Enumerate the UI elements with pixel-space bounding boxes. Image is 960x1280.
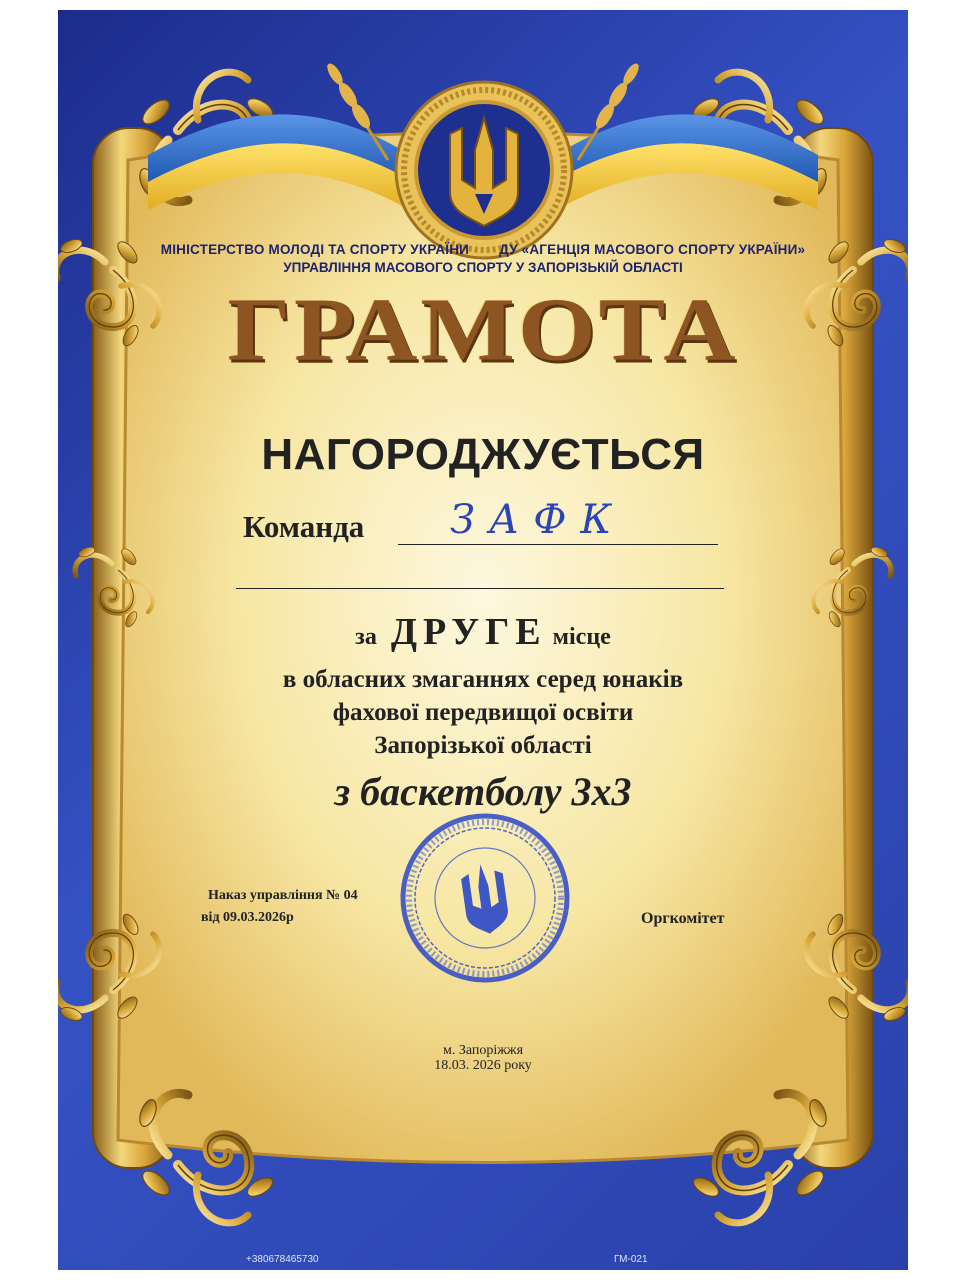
team-underline xyxy=(398,544,718,545)
ministry-name: МІНІСТЕРСТВО МОЛОДІ ТА СПОРТУ УКРАЇНИ xyxy=(160,242,470,257)
awarded-heading: НАГОРОДЖУЄТЬСЯ xyxy=(261,430,705,479)
order-number: Наказ управління № 04 xyxy=(208,888,358,903)
place-prefix: за xyxy=(355,624,377,650)
description-line-3: Запорізької області xyxy=(374,732,592,759)
place-row xyxy=(58,610,908,654)
description-line-1: в обласних змаганнях серед юнаків xyxy=(282,666,684,693)
team-value: ЗАФК xyxy=(450,497,626,543)
header-ministry-line xyxy=(58,242,908,257)
team-label: Команда xyxy=(243,509,365,544)
place-suffix: місце xyxy=(552,624,611,650)
orgcommittee-label: Оргкомітет xyxy=(641,910,725,927)
agency-name: ДУ «АГЕНЦІЯ МАСОВОГО СПОРТУ УКРАЇНИ» xyxy=(499,242,806,257)
issue-city: м. Запоріжжя xyxy=(442,1043,524,1058)
trident-emblem-icon xyxy=(396,82,572,258)
printer-phone: +380678465730 xyxy=(246,1254,319,1265)
team-row xyxy=(58,497,908,555)
sport-line: з баскетболу 3х3 xyxy=(334,769,632,814)
issue-date: 18.03. 2026 року xyxy=(434,1058,532,1073)
place-value: ДРУГЕ xyxy=(390,611,547,653)
print-code: ГМ-021 xyxy=(614,1254,648,1265)
order-date: від 09.03.2026р xyxy=(201,910,294,925)
department-name: УПРАВЛІННЯ МАСОВОГО СПОРТУ У ЗАПОРІЗЬКІЙ ОБЛАСТІ xyxy=(283,260,683,275)
certificate xyxy=(58,10,908,1270)
description-line-2: фахової передвищої освіти xyxy=(332,699,634,726)
certificate-title: ГРАМОТА xyxy=(227,279,739,380)
team-second-underline xyxy=(236,588,724,589)
